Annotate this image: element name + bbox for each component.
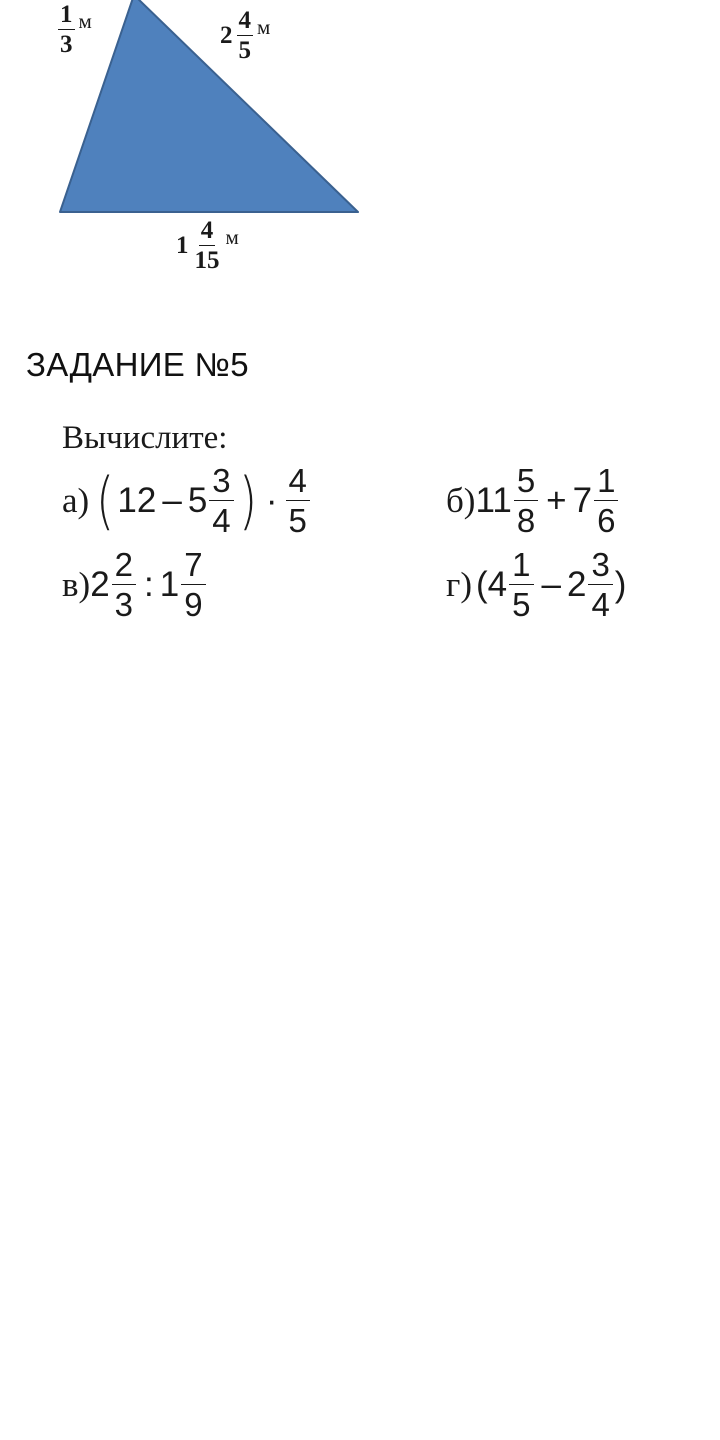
whole-part: 2 [566, 564, 587, 604]
whole-part: 12 [117, 480, 157, 520]
fraction-numerator: 5 [514, 464, 538, 501]
fraction-denominator: 8 [516, 502, 536, 539]
fraction-numerator: 1 [60, 1, 73, 28]
exercise-label: г) [446, 564, 473, 604]
fraction-denominator: 5 [512, 586, 531, 623]
multiply-operator: · [265, 480, 278, 520]
fraction [193, 218, 222, 273]
fraction-numerator: 1 [594, 464, 618, 501]
side-label-left [58, 2, 92, 57]
fraction-numerator: 3 [588, 548, 612, 585]
close-paren: ) [614, 564, 627, 604]
exercise-label: в) [62, 564, 91, 604]
exercise-v [62, 548, 208, 621]
side-label-right [220, 8, 270, 63]
fraction [209, 464, 233, 537]
fraction [58, 2, 75, 57]
fraction-numerator: 4 [238, 7, 251, 34]
fraction-denominator: 3 [114, 586, 134, 623]
close-paren: ) [238, 463, 257, 537]
fraction [286, 464, 310, 537]
whole-part: 2 [90, 564, 110, 604]
unit-label: м [225, 225, 239, 249]
fraction-denominator: 9 [184, 586, 203, 623]
fraction [514, 464, 538, 537]
fraction-denominator: 4 [212, 502, 231, 539]
whole-part: 11 [475, 480, 512, 520]
fraction-denominator: 5 [238, 37, 251, 64]
whole-part: 4 [487, 564, 508, 604]
open-paren: ( [476, 564, 488, 604]
task-title: ЗАДАНИЕ №5 [26, 346, 249, 383]
fraction [509, 548, 533, 621]
fraction [588, 548, 612, 621]
fraction-numerator: 1 [509, 548, 533, 585]
unit-label: м [257, 15, 271, 39]
fraction [181, 548, 205, 621]
exercise-a [62, 464, 312, 537]
triangle-figure [0, 0, 400, 300]
minus-operator: – [162, 480, 182, 520]
fraction-numerator: 3 [209, 464, 233, 501]
whole-part: 7 [572, 480, 593, 520]
exercise-b [446, 464, 620, 537]
fraction-numerator: 7 [181, 548, 205, 585]
triangle-shape [60, 0, 358, 212]
divide-operator: : [144, 564, 154, 604]
fraction-denominator: 3 [60, 31, 73, 58]
whole-part: 1 [159, 564, 180, 604]
minus-operator: – [541, 564, 561, 604]
exercise-label: а) [62, 480, 90, 520]
fraction-numerator: 2 [112, 548, 136, 585]
fraction [594, 464, 618, 537]
side-label-bottom [176, 218, 239, 273]
whole-part: 1 [176, 232, 189, 259]
fraction-denominator: 5 [288, 502, 307, 539]
plus-operator: + [546, 480, 567, 520]
unit-label: м [78, 9, 92, 33]
fraction-numerator: 4 [286, 464, 310, 501]
exercise-label: б) [446, 480, 476, 520]
open-paren: ( [96, 463, 115, 537]
exercise-g [446, 548, 626, 621]
task-instruction: Вычислите: [62, 420, 228, 456]
fraction [237, 8, 254, 63]
fraction-denominator: 15 [194, 247, 220, 274]
fraction-numerator: 4 [200, 217, 214, 244]
fraction [112, 548, 136, 621]
whole-part: 5 [187, 480, 208, 520]
whole-part: 2 [220, 22, 233, 49]
fraction-denominator: 6 [597, 502, 616, 539]
fraction-denominator: 4 [591, 586, 610, 623]
